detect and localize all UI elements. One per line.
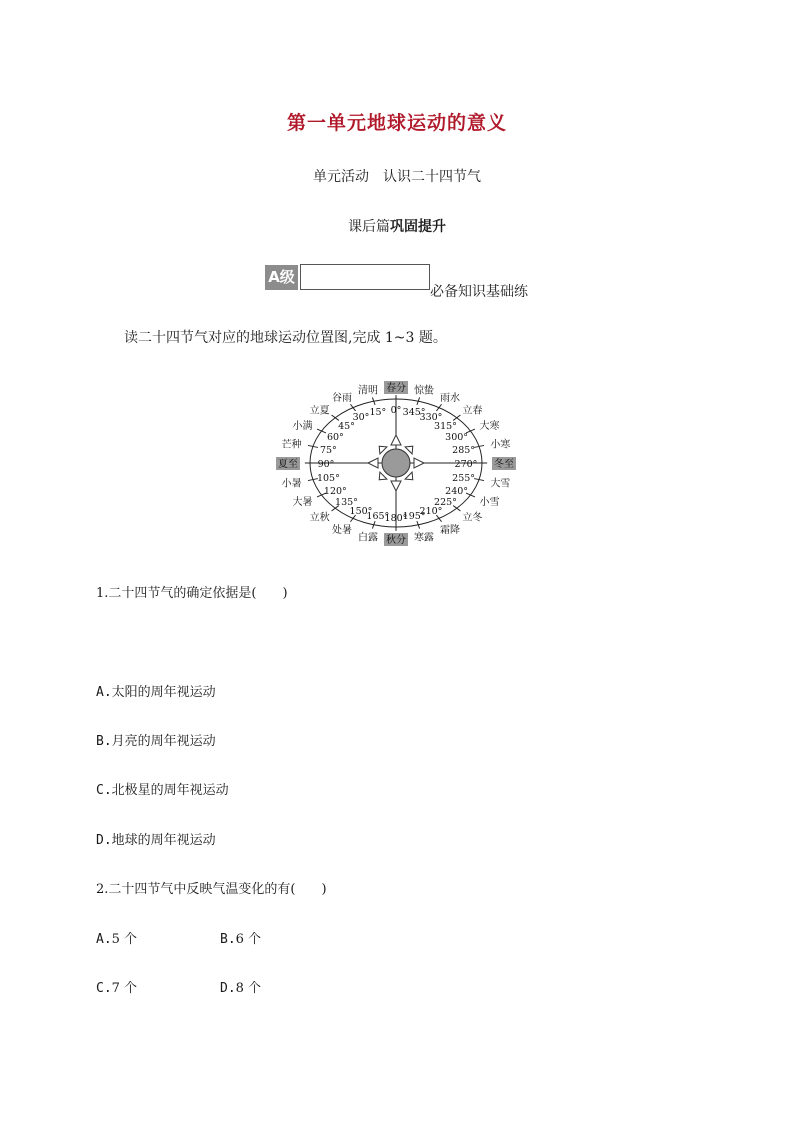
term-name-label: 芒种 [281, 439, 302, 451]
term-degree-label: 120° [323, 486, 347, 497]
option-text: 7 个 [111, 981, 138, 996]
term-degree-label: 135° [335, 497, 358, 509]
term-name-label: 小暑 [281, 478, 302, 490]
term-degree-label: 195° [402, 511, 426, 523]
page-title: 第一单元地球运动的意义 [286, 112, 507, 134]
question-2-option[interactable]: A.5 个 [96, 932, 138, 947]
term-degree-label: 345° [402, 406, 426, 418]
term-name-label: 大寒 [479, 421, 500, 432]
term-name-label: 清明 [358, 385, 379, 397]
term-degree-label: 60° [326, 432, 344, 443]
term-degree-label: 240° [445, 486, 469, 497]
orbit-tick [317, 429, 326, 433]
term-name-label: 雨水 [440, 393, 460, 405]
term-degree-label: 150° [349, 505, 373, 517]
term-name-label: 大暑 [292, 497, 313, 508]
term-degree-label: 300° [445, 432, 469, 443]
term-degree-label: 30° [352, 412, 370, 424]
question-1-option[interactable]: A.太阳的周年视运动 [96, 685, 216, 700]
option-text: 6 个 [235, 932, 262, 947]
term-name-label: 春分 [386, 383, 406, 394]
term-degree-label: 285° [452, 445, 476, 457]
sun-ray [379, 472, 387, 480]
term-degree-label: 225° [434, 497, 457, 509]
term-name-label: 处暑 [332, 524, 352, 536]
section-heading [0, 216, 794, 236]
sun-ray [368, 458, 378, 468]
term-name-label: 立冬 [462, 512, 483, 524]
term-degree-label: 210° [419, 505, 443, 517]
level-box [300, 264, 430, 290]
sun-icon [368, 435, 424, 491]
sun-ray [405, 446, 413, 454]
term-name-label: 小寒 [490, 439, 511, 451]
term-name-label: 立春 [462, 405, 483, 417]
term-name-label: 白露 [358, 532, 379, 544]
term-name-label: 立秋 [309, 512, 330, 524]
sun-ray [391, 435, 401, 445]
option-text: 北极星的周年视运动 [111, 783, 229, 798]
question-2-option[interactable]: B.6 个 [220, 932, 262, 947]
option-text: 月亮的周年视运动 [111, 734, 216, 749]
question-2-option[interactable]: C.7 个 [96, 981, 138, 996]
unit-subtitle: 单元活动 认识二十四节气 [313, 169, 481, 185]
term-degree-label: 105° [316, 472, 340, 484]
term-degree-label: 180° [384, 513, 408, 524]
option-text: 地球的周年视运动 [111, 833, 216, 848]
term-degree-label: 270° [454, 459, 478, 470]
term-name-label: 冬至 [494, 459, 514, 470]
term-degree-label: 75° [319, 445, 337, 457]
term-degree-label: 0° [390, 405, 402, 416]
option-text: 太阳的周年视运动 [111, 685, 216, 700]
term-name-label: 立夏 [309, 405, 330, 417]
question-2-stem: 2.二十四节气中反映气温变化的有( ) [96, 882, 327, 897]
intro-text: 读二十四节气对应的地球运动位置图,完成 1~3 题。 [124, 330, 447, 346]
term-name-label: 夏至 [278, 459, 298, 470]
term-name-label: 谷雨 [332, 393, 352, 405]
term-name-label: 大雪 [490, 478, 511, 490]
term-name-label: 小雪 [479, 497, 500, 508]
term-name-label: 秋分 [386, 535, 406, 546]
term-name-label: 小满 [292, 421, 313, 432]
term-name-label: 惊蛰 [413, 385, 434, 397]
solar-terms-diagram [266, 368, 528, 558]
question-1-stem: 1.二十四节气的确定依据是( ) [96, 586, 288, 601]
level-label: 必备知识基础练 [430, 284, 528, 300]
option-text: 8 个 [235, 981, 262, 996]
term-degree-label: 90° [317, 459, 335, 470]
sun-ray [414, 458, 424, 468]
section-prefix: 课后篇 [348, 219, 390, 235]
term-degree-label: 330° [419, 412, 443, 424]
term-name-label: 霜降 [440, 524, 460, 536]
term-degree-label: 45° [338, 420, 355, 432]
orbit-tick [436, 404, 441, 411]
sun-ray [391, 481, 401, 491]
question-2-option[interactable]: D.8 个 [220, 981, 262, 996]
option-text: 5 个 [111, 932, 138, 947]
term-degree-label: 315° [434, 420, 457, 432]
section-bold: 巩固提升 [390, 219, 446, 235]
term-degree-label: 255° [452, 472, 476, 484]
sun-ray [405, 472, 413, 480]
question-1-option[interactable]: C.北极星的周年视运动 [96, 783, 229, 798]
orbit-tick [350, 404, 355, 411]
question-1-option[interactable]: B.月亮的周年视运动 [96, 734, 216, 749]
sun-ray [379, 446, 387, 454]
level-badge: A级 [265, 265, 298, 290]
question-1-option[interactable]: D.地球的周年视运动 [96, 833, 216, 848]
term-degree-label: 165° [366, 511, 390, 523]
term-degree-label: 15° [369, 406, 387, 418]
term-name-label: 寒露 [413, 532, 434, 544]
